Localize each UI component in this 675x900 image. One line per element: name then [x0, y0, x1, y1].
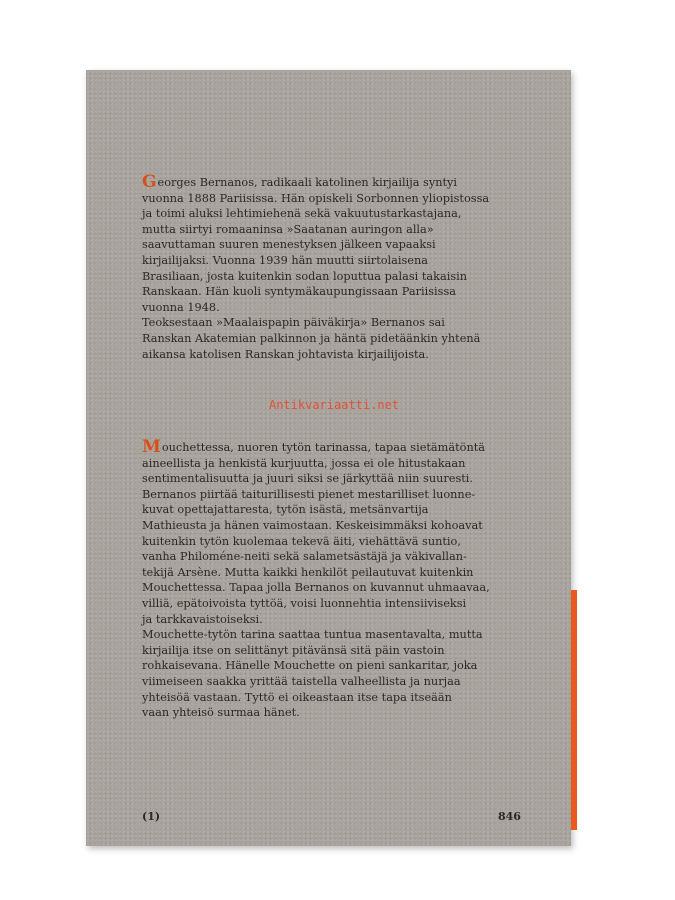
drop-cap: M [142, 437, 161, 457]
watermark: Antikvariaatti.net [268, 398, 400, 412]
synopsis-paragraph [142, 437, 542, 721]
author-bio-text: eorges Bernanos, radikaali katolinen kirjailija syntyi vuonna 1888 Pariisissa. Hän opiskeli Sorbonnen yliopistossa ja toimi aluksi lehtimiehenä sekä vakuutustarkastajana, mutta siirtyi romaaninsa »Saatanan auringon alla» saavuttaman suuren menestyksen jälkeen vapaaksi kirjailijaksi. Vuonna 1939 hän muutti siirtolaisena Brasiliaan, josta kuitenkin sodan loputtua palasi takaisin Ranskaan. Hän kuoli syntymäkaupungissaan Pariisissa vuonna 1948. Teoksestaan »Maalaispapin päiväkirja» Bernanos sai Ranskan Akatemian palkinnon ja häntä pidetäänkin yhtenä aikansa katolisen Ranskan johtavista kirjailijoista. [142, 176, 490, 361]
author-bio-paragraph [142, 172, 542, 362]
volume-number: (1) [142, 810, 161, 823]
series-number: 846 [498, 810, 521, 823]
drop-cap: G [142, 172, 157, 192]
orange-page-edge [571, 590, 577, 830]
book-back-cover [86, 70, 571, 846]
synopsis-text: ouchettessa, nuoren tytön tarinassa, tapaa sietämätöntä aineellista ja henkistä kurjuutta, jossa ei ole hitustakaan sentimentalisuutta ja juuri siksi se järkyttää niin suuresti. Bernanos piirtää taiturillisesti pienet mestarilliset luonne- kuvat opettajattaresta, tytön isästä, metsänvartija Mathieusta ja hänen vaimostaan. Keskeisimmäksi kohoavat kuitenkin tytön kuolemaa tekevä äiti, viehättävä suntio, vanha Philoméne-neiti sekä salametsästäjä ja väkivallan- tekijä Arsène. Mutta kaikki henkilöt peilautuvat kuitenkin Mouchettessa. Tapaa jolla Bernanos on kuvannut uhmaavaa, villiä, epätoivoista tyttöä, voisi luonnehtia intensiiviseksi ja tarkkavaistoiseksi. Mouchette-tytön tarina saattaa tuntua masentavalta, mutta kirjailija itse on selittänyt pitävänsä sitä päin vastoin rohkaisevana. Hänelle Mouchette on pieni sankaritar, joka viimeiseen saakka yrittää taistella valheellista ja nurjaa yhteisöä vastaan. Tyttö ei oikeastaan itse tapa itseään vaan yhteisö surmaa hänet. [142, 441, 490, 720]
